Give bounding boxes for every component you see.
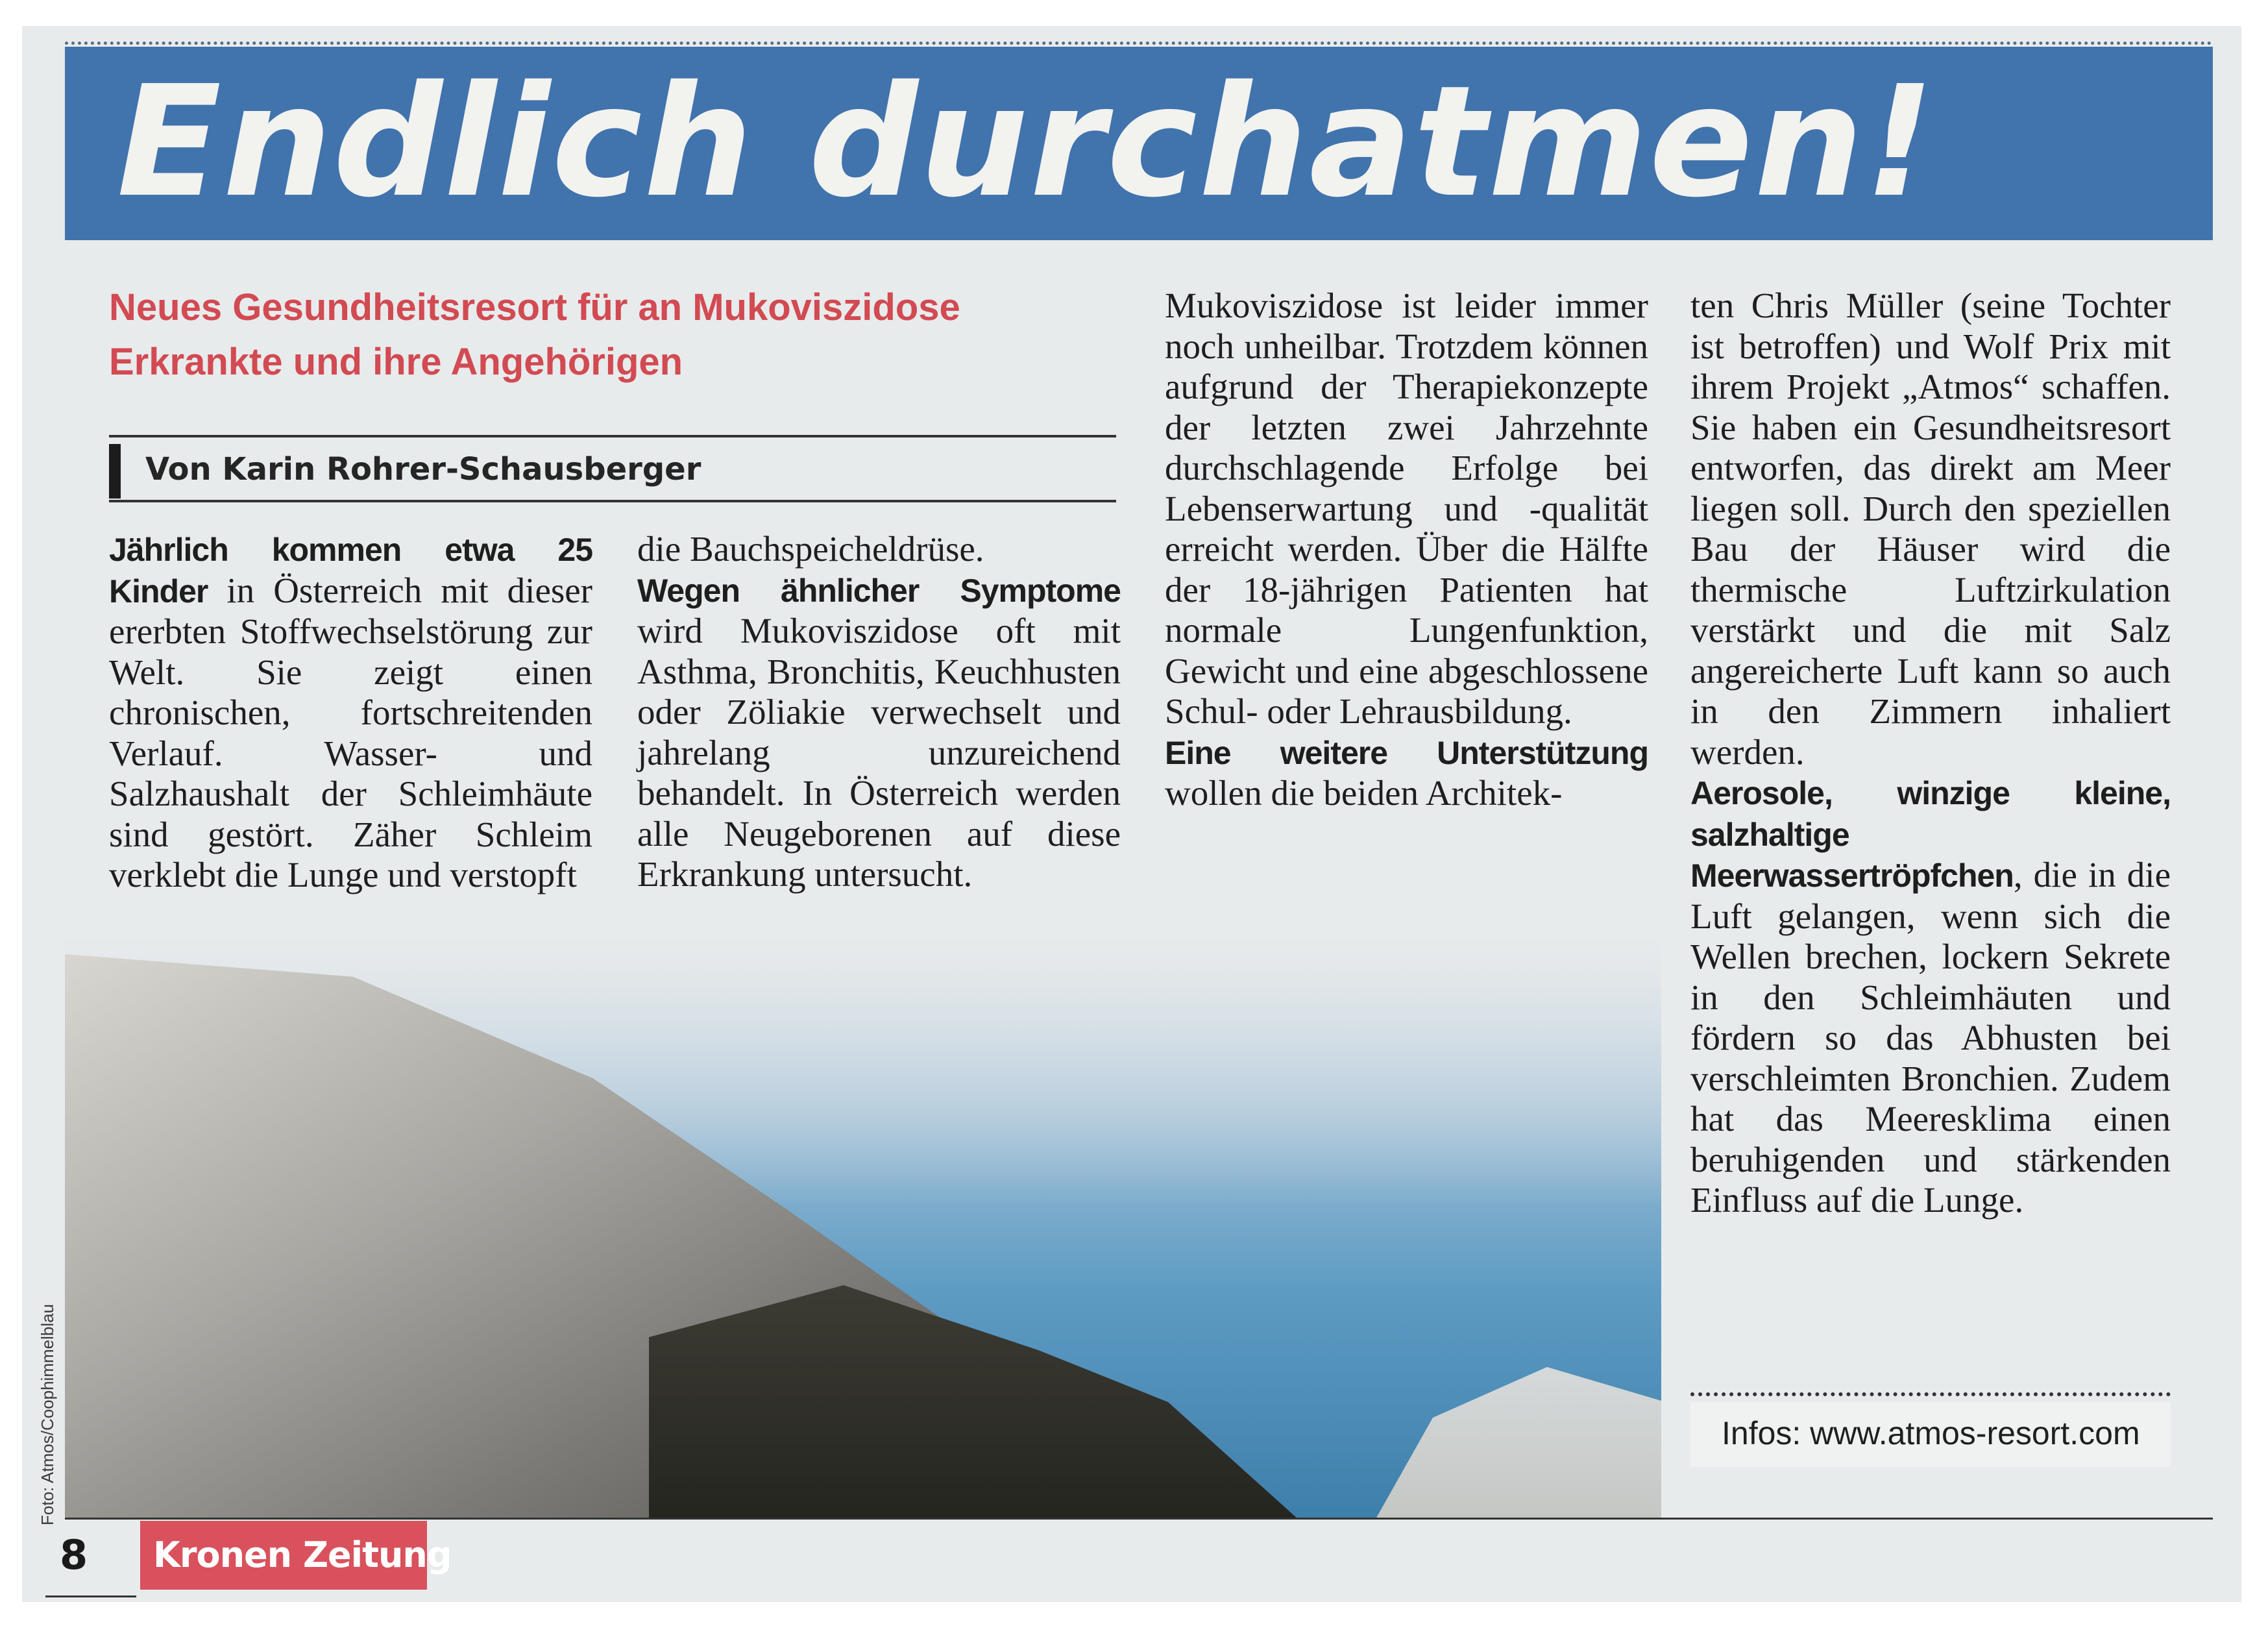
infos-link-text: Infos: www.atmos-resort.com [1722, 1415, 2140, 1451]
column-3-text: Mukoviszidose ist leider immer noch unheilbar. Trotzdem können aufgrund der Therapiekonzepte der letzten zwei Jahrzehnte durchschlagende Erfolge bei Lebenserwartung und -qualität erreicht werden. Über die Hälfte der 18-jährigen Patienten hat normale Lungenfunktion, Gewicht und eine abgeschlossene Schul- oder Lehrausbildung. [1165, 286, 1648, 731]
infos-dotted-rule [1690, 1392, 2171, 1396]
article-column-3 [1165, 286, 1648, 814]
column-1-text: in Österreich mit dieser ererbten Stoffwechselstörung zur Welt. Sie zeigt einen chronischen, fortschreitenden Verlauf. Wasser- und Salzhaushalt der Schleimhäute sind gestört. Zäher Schleim verklebt die Lunge und verstopft [109, 570, 592, 894]
subheadline [109, 280, 1121, 389]
column-2-lead: Wegen ähnlicher Symptome [637, 572, 1121, 609]
column-1-lead: Jährlich kommen etwa 25 Kinder [109, 532, 592, 610]
footer-rule [65, 1518, 2213, 1520]
byline: Von Karin Rohrer-Schausberger [145, 451, 701, 487]
column-2-opening: die Bauchspeicheldrüse. [637, 529, 984, 569]
byline-box [109, 435, 1116, 502]
top-dotted-rule [65, 42, 2213, 45]
column-4-lead: Aerosole, winzige kleine, salzhaltige Meerwassertröpfchen [1690, 775, 2171, 894]
page-number: 8 [60, 1531, 88, 1579]
photo-rocks [1376, 1350, 1661, 1519]
newspaper-logo [140, 1521, 452, 1590]
newspaper-name: Kronen Zeitung [153, 1534, 452, 1575]
column-4-continuation: , die in die Luft gelangen, wenn sich die Wellen brechen, lockern Sekrete in den Schleimhäuten und fördern so das Abhusten bei verschleimten Bronchien. Zudem hat das Meeresklima einen beruhigenden und stärkenden Einfluss auf die Lunge. [1690, 855, 2171, 1220]
article-column-1 [109, 529, 592, 896]
page-number-rule [45, 1595, 136, 1597]
subheadline-line-2: Erkrankte und ihre Angehörigen [109, 341, 683, 383]
column-3-continuation: wollen die beiden Architek- [1165, 773, 1563, 813]
byline-marker [109, 444, 121, 499]
subheadline-line-1: Neues Gesundheitsresort für an Mukoviszidose [109, 286, 960, 328]
headline-banner [65, 47, 2213, 240]
infos-box [1690, 1402, 2171, 1467]
column-4-text: ten Chris Müller (seine Tochter ist betroffen) und Wolf Prix mit ihrem Projekt „Atmos“ schaffen. Sie haben ein Gesundheitsresort entworfen, das direkt am Meer liegen soll. Durch den speziellen Bau der Häuser wird die thermische Luftzirkulation verstärkt und die mit Salz angereicherte Luft kann so auch in den Zimmern inhaliert werden. [1690, 286, 2171, 772]
headline: Endlich durchatmen! [117, 53, 1936, 231]
photo-credit [36, 1499, 62, 1525]
column-3-lead: Eine weitere Unterstützung [1165, 734, 1648, 771]
article-column-4 [1690, 286, 2171, 1221]
article-column-2 [637, 529, 1121, 895]
column-2-text: wird Mukoviszidose oft mit Asthma, Bronchitis, Keuchhusten oder Zöliakie verwechselt und jahrelang unzureichend behandelt. In Österreich werden alle Neugeborenen auf diese Erkrankung untersucht. [637, 611, 1121, 894]
resort-photo [65, 935, 1661, 1519]
